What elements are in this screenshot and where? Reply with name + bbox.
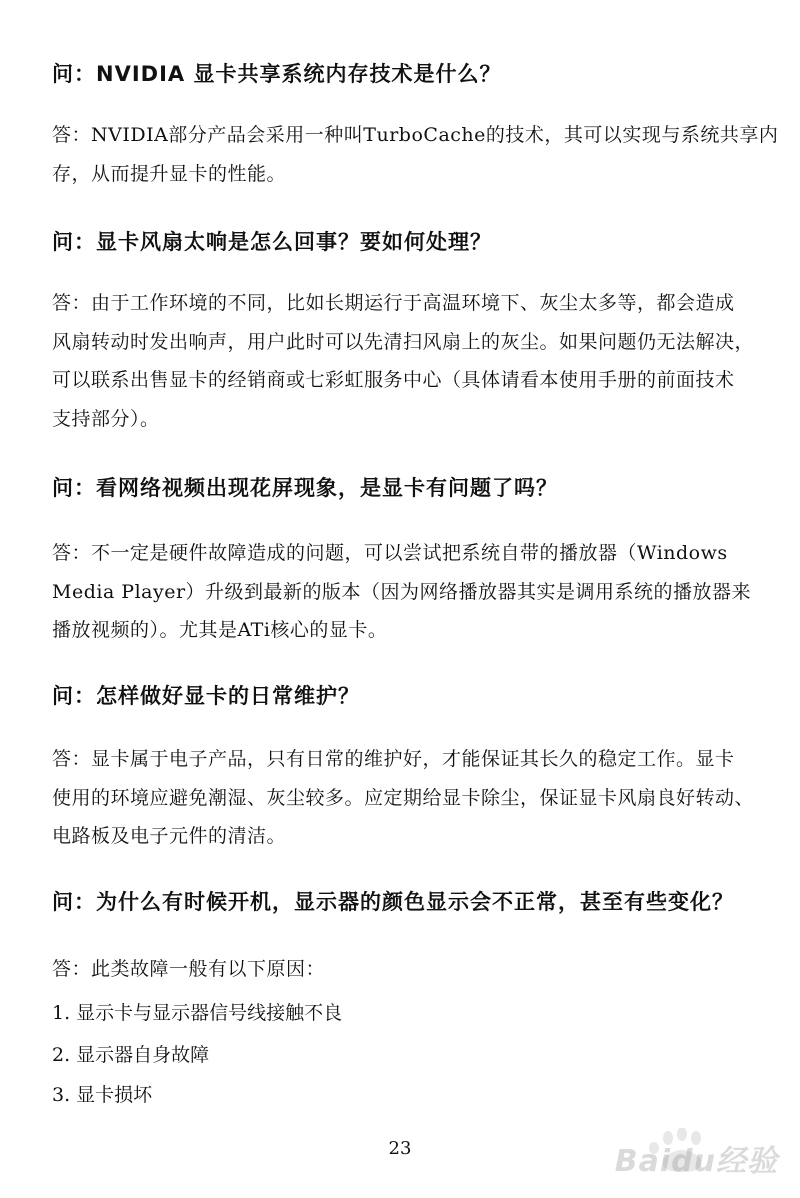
answer-line: 电路板及电子元件的清洁。 bbox=[52, 825, 287, 847]
list-item: 3. 显卡损坏 bbox=[52, 1084, 153, 1106]
question-4: 问：怎样做好显卡的日常维护？ bbox=[52, 684, 360, 708]
answer-5 bbox=[52, 950, 752, 989]
answer-line: 支持部分）。 bbox=[52, 407, 160, 430]
question-3: 问：看网络视频出现花屏现象，是显卡有问题了吗？ bbox=[52, 476, 558, 500]
watermark-text: Baidu经验 bbox=[614, 1144, 778, 1179]
page-number: 23 bbox=[388, 1138, 412, 1159]
question-5: 问：为什么有时候开机，显示器的颜色显示会不正常，甚至有些变化？ bbox=[52, 890, 734, 914]
answer-line: 风扇转动时发出响声，用户此时可以先清扫风扇上的灰尘。如果问题仍无法解决， bbox=[52, 330, 755, 353]
answer-3 bbox=[52, 534, 752, 650]
answer-line: 存，从而提升显卡的性能。 bbox=[52, 162, 287, 185]
answer-line: 答：不一定是硬件故障造成的问题，可以尝试把系统自带的播放器（Windows bbox=[52, 542, 728, 564]
list-item: 2. 显示器自身故障 bbox=[52, 1044, 210, 1066]
answer-line: 答：NVIDIA部分产品会采用一种叫TurboCache的技术，其可以实现与系统共享内 bbox=[52, 124, 779, 146]
answer-line: 答：显卡属于电子产品，只有日常的维护好，才能保证其长久的稳定工作。显卡 bbox=[52, 748, 735, 770]
list-item: 1. 显示卡与显示器信号线接触不良 bbox=[52, 1002, 343, 1024]
answer-line: Media Player）升级到最新的版本（因为网络播放器其实是调用系统的播放器来 bbox=[52, 580, 752, 603]
answer-line: 播放视频的）。尤其是ATi核心的显卡。 bbox=[52, 619, 388, 641]
question-2: 问：显卡风扇太响是怎么回事？要如何处理？ bbox=[52, 230, 492, 254]
answer-line: 可以联系出售显卡的经销商或七彩虹服务中心（具体请看本使用手册的前面技术 bbox=[52, 369, 735, 391]
answer-line: 使用的环境应避免潮湿、灰尘较多。应定期给显卡除尘，保证显卡风扇良好转动、 bbox=[52, 786, 755, 809]
answer-line: 答：由于工作环境的不同，比如长期运行于高温环境下、灰尘太多等，都会造成 bbox=[52, 292, 735, 314]
answer-2 bbox=[52, 284, 755, 438]
answer-4 bbox=[52, 740, 755, 856]
answer-line: 答：此类故障一般有以下原因： bbox=[52, 958, 326, 980]
baidu-watermark bbox=[582, 1128, 782, 1184]
question-1: 问：NVIDIA 显卡共享系统内存技术是什么？ bbox=[52, 62, 502, 86]
answer-1 bbox=[52, 116, 779, 193]
